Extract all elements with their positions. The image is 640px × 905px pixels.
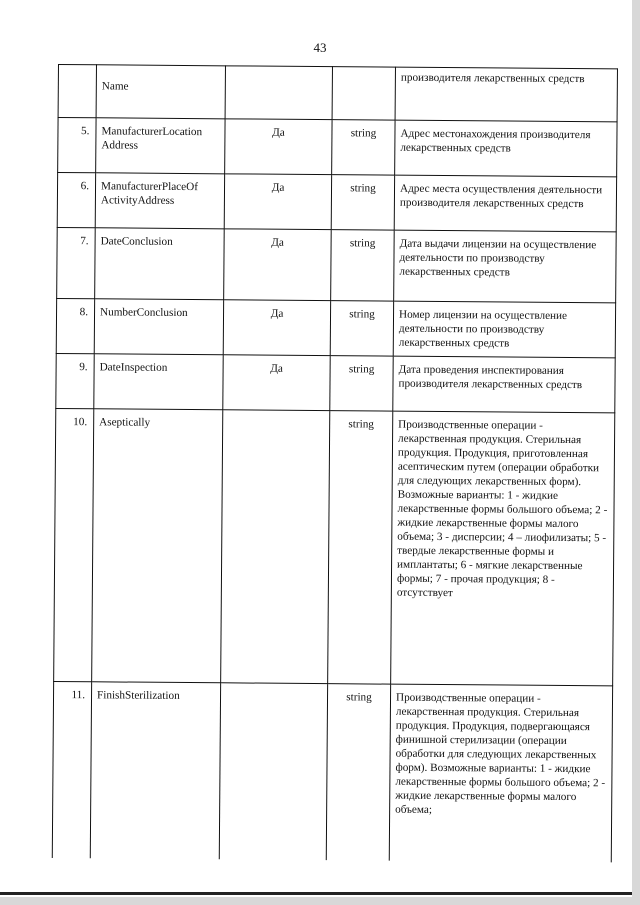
- field-type: string: [331, 175, 394, 230]
- row-number: 11.: [52, 681, 91, 858]
- field-required: Да: [224, 229, 332, 301]
- row-number: 7.: [57, 227, 96, 298]
- table-row: [57, 227, 617, 302]
- table-row: [58, 118, 617, 177]
- attributes-table: [52, 64, 618, 862]
- field-type: string: [328, 411, 393, 684]
- field-name: NumberConclusion: [94, 299, 223, 355]
- field-name: DateConclusion: [95, 228, 225, 300]
- field-name: FinishSterilization: [90, 682, 220, 860]
- field-description: производителя лекарственных средств: [395, 67, 617, 122]
- field-required: Да: [224, 174, 331, 230]
- page-number: 43: [313, 40, 327, 55]
- field-required: Да: [225, 119, 332, 175]
- field-name: ManufacturerPlaceOf ActivityAddress: [95, 173, 224, 229]
- table-row: [58, 65, 617, 122]
- field-description: Номер лицензии на осуществление деятельности по производству лекарственных средств: [393, 301, 615, 358]
- field-type: string: [332, 120, 395, 175]
- field-description: Производственные операции - лекарственная продукция. Стерильная продукция. Продукция, подвергающаяся финишной стерилизации (операции обработки для следующих лекарственных форм). Возможные варианты: 1 - жидкие лекарственные формы большого объема; 2 - жидкие лекарственные формы малого объема;: [389, 684, 612, 862]
- field-description: Дата проведения инспектирования производителя лекарственных средств: [393, 356, 615, 413]
- row-number: [58, 65, 96, 118]
- field-type: string: [330, 301, 393, 356]
- field-required: Да: [223, 300, 330, 356]
- field-type: string: [331, 230, 395, 301]
- field-description: Адрес места осуществления деятельности производителя лекарственных средств: [394, 175, 616, 232]
- scan-edge-bottom: [0, 897, 640, 905]
- table-row: [54, 408, 615, 685]
- table-row: [57, 173, 616, 232]
- row-number: 5.: [58, 118, 96, 173]
- table-row: [56, 298, 615, 357]
- field-required: [219, 683, 327, 860]
- field-type: [332, 67, 395, 120]
- field-name: Name: [96, 65, 225, 119]
- row-number: 8.: [56, 298, 94, 353]
- row-number: 10.: [54, 408, 94, 681]
- field-type: string: [326, 684, 390, 861]
- row-number: 6.: [57, 173, 95, 228]
- field-description: Дата выдачи лицензии на осуществление деятельности по производству лекарственных средств: [394, 230, 617, 303]
- row-number: 9.: [56, 353, 94, 408]
- field-name: ManufacturerLocation Address: [96, 118, 225, 174]
- field-description: Производственные операции - лекарственная продукция. Стерильная продукция. Продукция, приготовленная асептическим путем (операции обработки для следующих лекарственных форм). Возможные варианты: 1 - жидкие лекарственные формы большого объема; 2 - жидкие лекарственные формы малого объема; 3 - дисперсии; 4 – лиофилизаты; 5 - твердые лекарственные формы и имплантаты; 6 - мягкие лекарственные формы; 7 - прочая продукция; 8 - отсутствует: [391, 411, 615, 686]
- field-name: Aseptically: [92, 409, 223, 683]
- field-required: [221, 410, 330, 684]
- field-required: Да: [223, 355, 330, 411]
- field-required: [225, 66, 332, 120]
- table-row: [56, 353, 615, 412]
- scan-artifact-line: [0, 892, 640, 895]
- scan-edge-right: [632, 0, 640, 905]
- field-name: DateInspection: [94, 354, 223, 410]
- table-row: [52, 681, 612, 862]
- field-description: Адрес местонахождения производителя лекарственных средств: [395, 120, 617, 177]
- field-type: string: [330, 356, 393, 411]
